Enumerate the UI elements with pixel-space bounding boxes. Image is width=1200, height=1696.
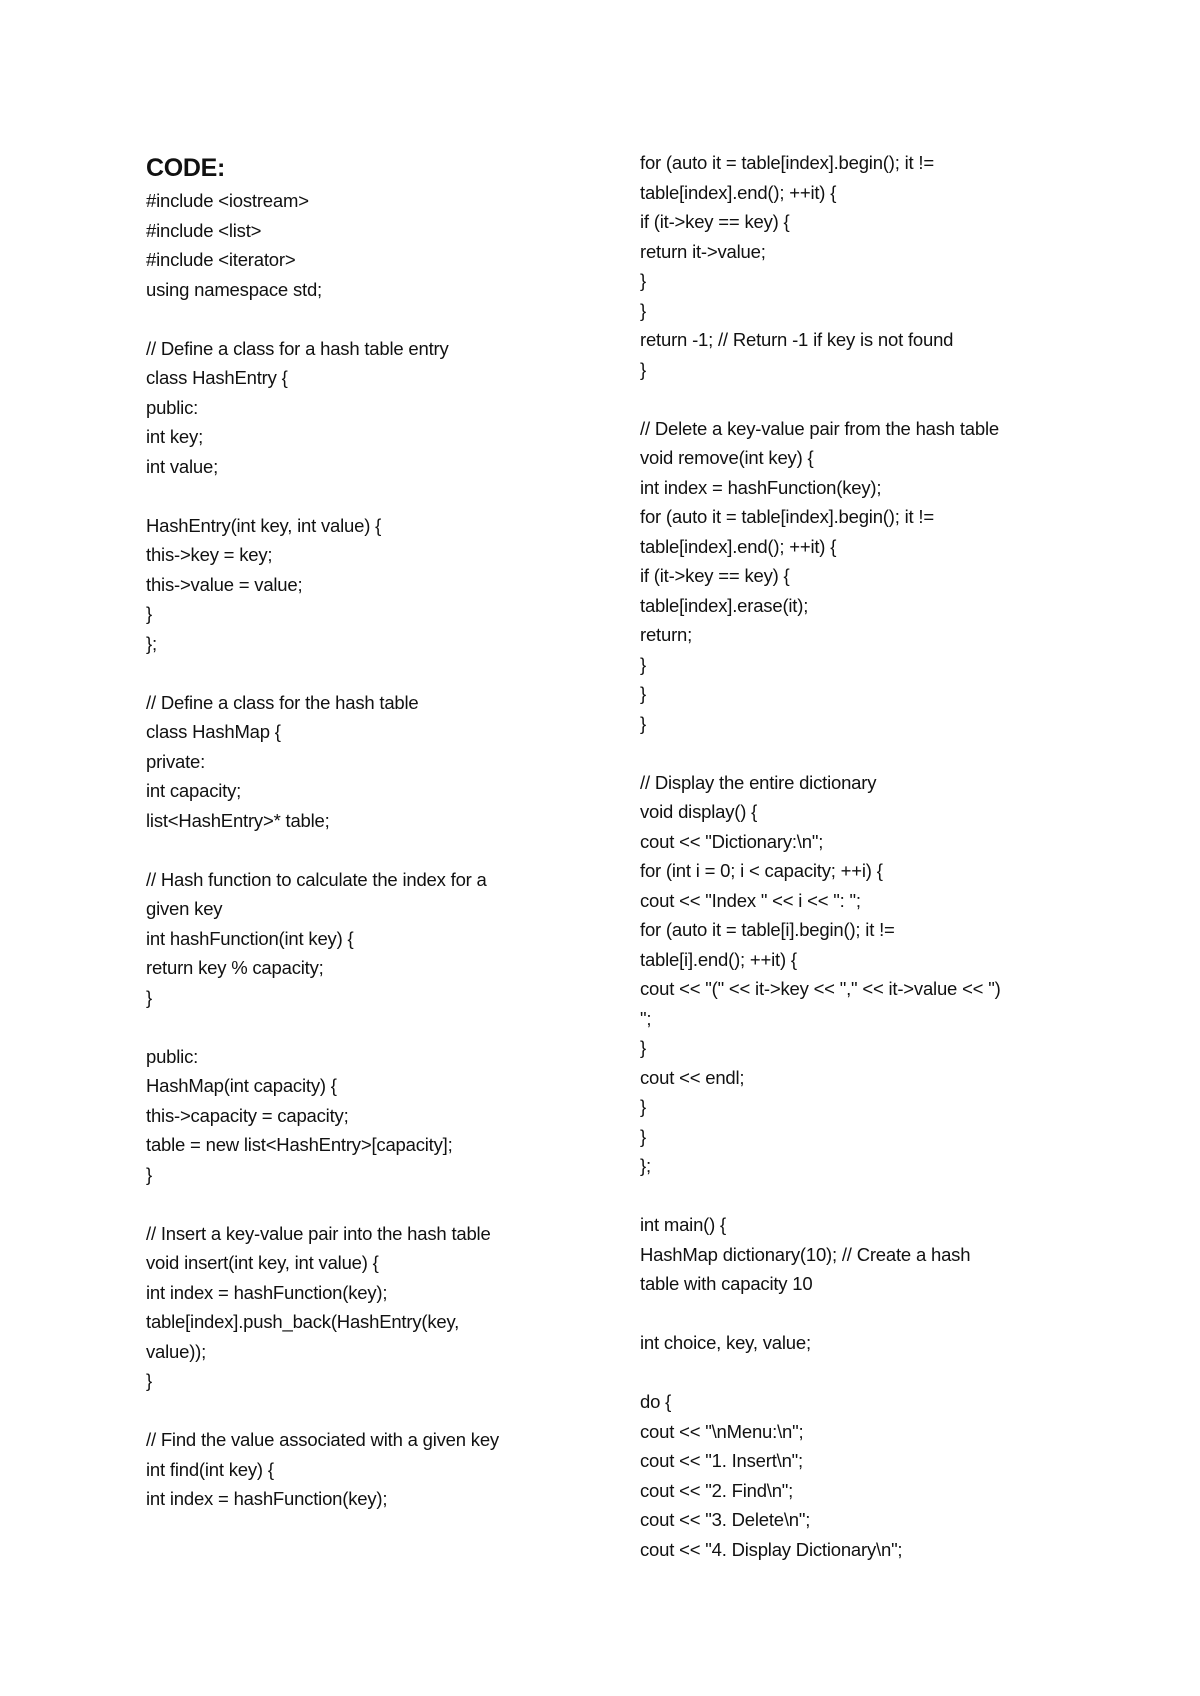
code-line: this->capacity = capacity; (146, 1104, 349, 1126)
code-line: int capacity; (146, 780, 242, 801)
code-line: do { (640, 1391, 672, 1412)
code-line (146, 481, 606, 511)
code-line: table[index].end(); ++it) { (640, 181, 837, 203)
code-line: } (146, 1370, 152, 1391)
code-line: int key; (146, 426, 204, 447)
code-line: table[index].push_back(HashEntry(key, (146, 1311, 460, 1332)
code-line: for (auto it = table[i].begin(); it != (640, 919, 895, 940)
code-line (640, 1181, 1110, 1211)
code-line: // Find the value associated with a given key (146, 1429, 499, 1450)
code-line: this->key = key; (146, 544, 273, 565)
code-line: table[index].erase(it); (640, 594, 809, 616)
code-line: HashEntry(int key, int value) { (146, 514, 382, 536)
code-line: return; (640, 624, 693, 645)
code-line: for (int i = 0; i < capacity; ++i) { (640, 860, 883, 881)
code-line: void display() { (640, 801, 758, 822)
code-line: cout << "1. Insert\n"; (640, 1450, 803, 1471)
code-line: private: (146, 750, 206, 772)
code-line: // Define a class for a hash table entry (146, 337, 449, 359)
code-line: "; (640, 1007, 652, 1029)
code-line: } (640, 712, 646, 734)
code-line: cout << "3. Delete\n"; (640, 1509, 811, 1530)
code-line: HashMap dictionary(10); // Create a hash (640, 1243, 971, 1265)
code-line (146, 1012, 606, 1042)
code-line: int index = hashFunction(key); (640, 476, 882, 498)
code-line: class HashMap { (146, 721, 281, 742)
code-line: cout << "2. Find\n"; (640, 1479, 794, 1501)
code-lines-left (146, 186, 606, 1514)
code-line: cout << "4. Display Dictionary\n"; (640, 1538, 903, 1560)
code-line: int main() { (640, 1214, 727, 1235)
code-line: if (it->key == key) { (640, 211, 790, 232)
code-line: } (640, 683, 646, 704)
code-line (640, 1299, 1110, 1329)
code-line (640, 384, 1110, 414)
code-line: // Hash function to calculate the index for a (146, 868, 487, 890)
code-line: } (640, 653, 646, 675)
code-line: }; (640, 1155, 651, 1176)
code-line: } (640, 358, 646, 380)
code-line (640, 1358, 1110, 1388)
code-line: int find(int key) { (146, 1458, 274, 1480)
code-line: cout << "\nMenu:\n"; (640, 1420, 804, 1442)
code-line: } (146, 986, 152, 1008)
code-column-left (146, 152, 606, 1514)
code-line: #include <iterator> (146, 249, 296, 270)
code-line: void insert(int key, int value) { (146, 1252, 379, 1273)
code-line: }; (146, 632, 157, 654)
code-line: table[i].end(); ++it) { (640, 948, 797, 970)
code-lines-right (640, 148, 1110, 1564)
code-line: // Insert a key-value pair into the hash table (146, 1222, 491, 1244)
code-line: given key (146, 898, 223, 919)
code-line (146, 304, 606, 334)
code-line: int index = hashFunction(key); (146, 1488, 388, 1509)
code-line: cout << endl; (640, 1066, 745, 1088)
code-line: cout << "(" << it->key << "," << it->value << ") (640, 978, 1001, 999)
code-line: // Display the entire dictionary (640, 771, 877, 793)
code-line: class HashEntry { (146, 367, 288, 388)
code-line: public: (146, 1045, 199, 1067)
code-line: list<HashEntry>* table; (146, 809, 330, 831)
code-line: return it->value; (640, 240, 766, 262)
code-line: for (auto it = table[index].begin(); it != (640, 152, 934, 173)
code-line: #include <list> (146, 219, 262, 241)
code-line: int value; (146, 455, 219, 477)
code-line: HashMap(int capacity) { (146, 1075, 337, 1096)
code-line: int choice, key, value; (640, 1332, 811, 1353)
code-line: } (640, 1096, 646, 1117)
code-line: return -1; // Return -1 if key is not found (640, 329, 954, 350)
code-line (146, 835, 606, 865)
code-line: table[index].end(); ++it) { (640, 535, 837, 557)
code-line: // Delete a key-value pair from the hash table (640, 417, 999, 439)
code-line: for (auto it = table[index].begin(); it != (640, 506, 934, 527)
code-line (640, 738, 1110, 768)
code-line (146, 658, 606, 688)
code-column-right (640, 148, 1110, 1564)
code-line: int hashFunction(int key) { (146, 927, 354, 949)
code-line: } (146, 603, 152, 624)
code-line: if (it->key == key) { (640, 565, 790, 586)
code-line: } (640, 270, 646, 291)
code-line: cout << "Index " << i << ": "; (640, 889, 861, 911)
code-line: } (640, 1037, 646, 1058)
code-line: int index = hashFunction(key); (146, 1281, 388, 1303)
code-line: void remove(int key) { (640, 447, 814, 468)
code-line (146, 1396, 606, 1426)
code-line: cout << "Dictionary:\n"; (640, 830, 824, 852)
code-heading: CODE: (146, 154, 226, 182)
code-line: value)); (146, 1340, 207, 1362)
code-line: #include <iostream> (146, 190, 309, 211)
code-line: table = new list<HashEntry>[capacity]; (146, 1134, 453, 1155)
code-line: } (640, 299, 646, 321)
code-line: this->value = value; (146, 573, 303, 595)
code-line: using namespace std; (146, 278, 322, 300)
code-line: } (640, 1125, 646, 1147)
code-line: // Define a class for the hash table (146, 691, 419, 713)
code-line: public: (146, 396, 199, 418)
code-line (146, 1189, 606, 1219)
code-line: } (146, 1163, 152, 1185)
code-line: return key % capacity; (146, 957, 324, 978)
code-line: table with capacity 10 (640, 1273, 813, 1294)
